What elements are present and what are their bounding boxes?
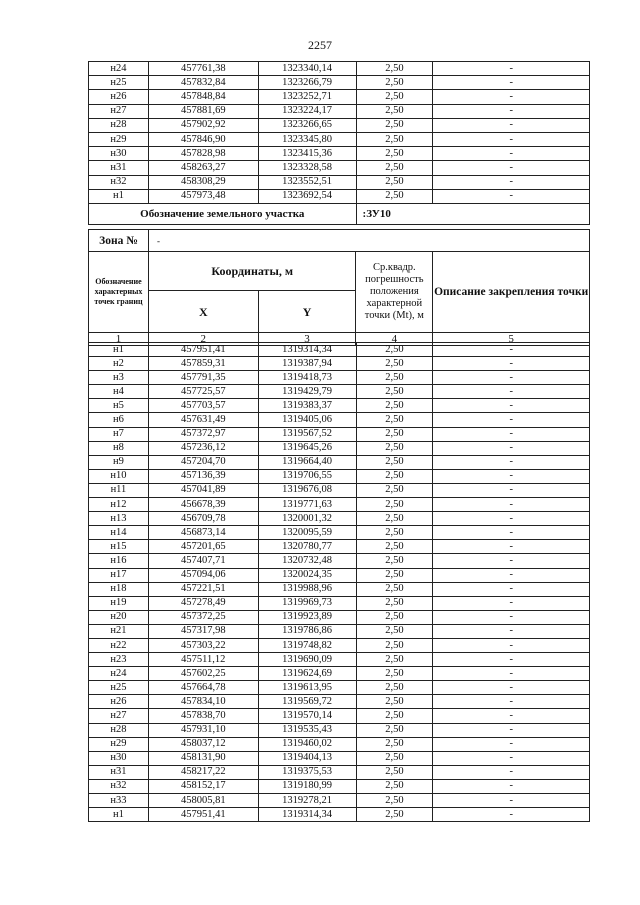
fixing-cell: - (433, 638, 590, 652)
table-row (89, 62, 590, 76)
accuracy-cell: 2,50 (356, 385, 433, 399)
accuracy-cell: 2,50 (356, 808, 433, 822)
x-cell: 457136,39 (148, 469, 258, 483)
point-name-cell: н23 (89, 653, 149, 667)
header-fixing: Описание закрепления точки (433, 252, 590, 333)
fixing-cell: - (433, 540, 590, 554)
table-row (89, 399, 590, 413)
table-row (89, 175, 590, 189)
table-row (89, 483, 590, 497)
table-row (89, 765, 590, 779)
y-cell: 1323415,36 (258, 147, 356, 161)
y-cell: 1320001,32 (258, 512, 356, 526)
col-number: 2 (148, 333, 258, 346)
x-cell: 457511,12 (148, 653, 258, 667)
table-row (89, 371, 590, 385)
x-cell: 458308,29 (148, 175, 258, 189)
y-cell: 1319314,34 (258, 808, 356, 822)
fixing-cell: - (433, 357, 590, 371)
fixing-cell: - (433, 175, 590, 189)
y-cell: 1319387,94 (258, 357, 356, 371)
x-cell: 457832,84 (148, 76, 258, 90)
fixing-cell: - (433, 568, 590, 582)
x-cell: 457631,49 (148, 413, 258, 427)
table-row (89, 751, 590, 765)
y-cell: 1319405,06 (258, 413, 356, 427)
y-cell: 1319624,69 (258, 667, 356, 681)
y-cell: 1319786,86 (258, 624, 356, 638)
y-cell: 1319180,99 (258, 779, 356, 793)
x-cell: 457703,57 (148, 399, 258, 413)
table-row (89, 582, 590, 596)
fixing-cell: - (433, 695, 590, 709)
point-name-cell: н32 (89, 175, 149, 189)
fixing-cell: - (433, 427, 590, 441)
table-row (89, 526, 590, 540)
point-name-cell: н27 (89, 709, 149, 723)
point-name-cell: н27 (89, 104, 149, 118)
y-cell: 1319314,34 (258, 343, 356, 357)
point-name-cell: н2 (89, 357, 149, 371)
x-cell: 457848,84 (148, 90, 258, 104)
x-cell: 456678,39 (148, 498, 258, 512)
fixing-cell: - (433, 808, 590, 822)
zone-label: Зона № (89, 230, 149, 252)
point-name-cell: н24 (89, 667, 149, 681)
x-cell: 457372,97 (148, 427, 258, 441)
fixing-cell: - (433, 76, 590, 90)
fixing-cell: - (433, 371, 590, 385)
table-row (89, 189, 590, 203)
table-row (89, 498, 590, 512)
y-cell: 1320732,48 (258, 554, 356, 568)
y-cell: 1320024,35 (258, 568, 356, 582)
accuracy-cell: 2,50 (356, 681, 433, 695)
fixing-cell: - (433, 343, 590, 357)
table-row (89, 638, 590, 652)
y-cell: 1323345,80 (258, 132, 356, 146)
y-cell: 1319988,96 (258, 582, 356, 596)
y-cell: 1319375,53 (258, 765, 356, 779)
point-name-cell: н16 (89, 554, 149, 568)
x-cell: 458152,17 (148, 779, 258, 793)
y-cell: 1323692,54 (258, 189, 356, 203)
fixing-cell: - (433, 413, 590, 427)
x-cell: 457602,25 (148, 667, 258, 681)
point-name-cell: н24 (89, 62, 149, 76)
accuracy-cell: 2,50 (356, 62, 433, 76)
x-cell: 457902,92 (148, 118, 258, 132)
table-row (89, 104, 590, 118)
x-cell: 457846,90 (148, 132, 258, 146)
accuracy-cell: 2,50 (356, 737, 433, 751)
parcel-label: Обозначение земельного участка (89, 203, 357, 224)
accuracy-cell: 2,50 (356, 175, 433, 189)
table-row (89, 737, 590, 751)
point-name-cell: н6 (89, 413, 149, 427)
y-cell: 1319923,89 (258, 610, 356, 624)
header-accuracy: Ср.квадр. погрешность положения характерной точки (Mt), м (356, 252, 433, 333)
table-row (89, 540, 590, 554)
accuracy-cell: 2,50 (356, 118, 433, 132)
fixing-cell: - (433, 667, 590, 681)
zone-value: - (148, 230, 589, 252)
accuracy-cell: 2,50 (356, 343, 433, 357)
table-row (89, 132, 590, 146)
x-cell: 457834,10 (148, 695, 258, 709)
fixing-cell: - (433, 526, 590, 540)
point-name-cell: н5 (89, 399, 149, 413)
accuracy-cell: 2,50 (356, 427, 433, 441)
fixing-cell: - (433, 610, 590, 624)
zone-row (89, 230, 590, 252)
accuracy-cell: 2,50 (356, 765, 433, 779)
fixing-cell: - (433, 681, 590, 695)
y-cell: 1319664,40 (258, 455, 356, 469)
accuracy-cell: 2,50 (356, 596, 433, 610)
table-row (89, 469, 590, 483)
x-cell: 457278,49 (148, 596, 258, 610)
fixing-cell: - (433, 596, 590, 610)
y-cell: 1323266,79 (258, 76, 356, 90)
point-name-cell: н29 (89, 737, 149, 751)
table-row (89, 596, 590, 610)
point-name-cell: н28 (89, 118, 149, 132)
table-row (89, 343, 590, 357)
x-cell: 457201,65 (148, 540, 258, 554)
point-name-cell: н18 (89, 582, 149, 596)
point-name-cell: н32 (89, 779, 149, 793)
fixing-cell: - (433, 469, 590, 483)
point-name-cell: н15 (89, 540, 149, 554)
accuracy-cell: 2,50 (356, 498, 433, 512)
table-row (89, 681, 590, 695)
table-row (89, 808, 590, 822)
fixing-cell: - (433, 723, 590, 737)
page-number: 2257 (308, 38, 332, 52)
x-cell: 457931,10 (148, 723, 258, 737)
table-row (89, 455, 590, 469)
point-name-cell: н17 (89, 568, 149, 582)
table-row (89, 794, 590, 808)
x-cell: 457828,98 (148, 147, 258, 161)
fixing-cell: - (433, 653, 590, 667)
fixing-cell: - (433, 483, 590, 497)
fixing-cell: - (433, 441, 590, 455)
y-cell: 1319418,73 (258, 371, 356, 385)
accuracy-cell: 2,50 (356, 512, 433, 526)
accuracy-cell: 2,50 (356, 610, 433, 624)
accuracy-cell: 2,50 (356, 413, 433, 427)
parcel-row (89, 203, 590, 224)
point-name-cell: н26 (89, 695, 149, 709)
col-number: 3 (258, 333, 356, 346)
accuracy-cell: 2,50 (356, 554, 433, 568)
fixing-cell: - (433, 62, 590, 76)
table-row (89, 76, 590, 90)
y-cell: 1323266,65 (258, 118, 356, 132)
table-row (89, 118, 590, 132)
y-cell: 1319613,95 (258, 681, 356, 695)
y-cell: 1319645,26 (258, 441, 356, 455)
accuracy-cell: 2,50 (356, 695, 433, 709)
accuracy-cell: 2,50 (356, 441, 433, 455)
header-y: Y (258, 291, 356, 333)
fixing-cell: - (433, 118, 590, 132)
accuracy-cell: 2,50 (356, 653, 433, 667)
table-row (89, 653, 590, 667)
fixing-cell: - (433, 455, 590, 469)
point-name-cell: н20 (89, 610, 149, 624)
x-cell: 457407,71 (148, 554, 258, 568)
fixing-cell: - (433, 624, 590, 638)
x-cell: 457859,31 (148, 357, 258, 371)
accuracy-cell: 2,50 (356, 638, 433, 652)
y-cell: 1323252,71 (258, 90, 356, 104)
table-row (89, 554, 590, 568)
y-cell: 1319278,21 (258, 794, 356, 808)
point-name-cell: н4 (89, 385, 149, 399)
x-cell: 458217,22 (148, 765, 258, 779)
point-name-cell: н9 (89, 455, 149, 469)
table-row (89, 695, 590, 709)
fixing-cell: - (433, 751, 590, 765)
table-row (89, 90, 590, 104)
point-name-cell: н25 (89, 76, 149, 90)
table-row (89, 624, 590, 638)
accuracy-cell: 2,50 (356, 189, 433, 203)
y-cell: 1319676,08 (258, 483, 356, 497)
x-cell: 457881,69 (148, 104, 258, 118)
x-cell: 457372,25 (148, 610, 258, 624)
fixing-cell: - (433, 498, 590, 512)
point-name-cell: н8 (89, 441, 149, 455)
col-number: 1 (89, 333, 149, 346)
table-row (89, 427, 590, 441)
point-name-cell: н30 (89, 751, 149, 765)
table-row (89, 512, 590, 526)
accuracy-cell: 2,50 (356, 357, 433, 371)
y-cell: 1319748,82 (258, 638, 356, 652)
fixing-cell: - (433, 385, 590, 399)
fixing-cell: - (433, 147, 590, 161)
y-cell: 1319969,73 (258, 596, 356, 610)
accuracy-cell: 2,50 (356, 76, 433, 90)
x-cell: 457838,70 (148, 709, 258, 723)
fixing-cell: - (433, 582, 590, 596)
accuracy-cell: 2,50 (356, 582, 433, 596)
x-cell: 456873,14 (148, 526, 258, 540)
parcel-value: :ЗУ10 (356, 203, 589, 224)
fixing-cell: - (433, 399, 590, 413)
accuracy-cell: 2,50 (356, 568, 433, 582)
x-cell: 457973,48 (148, 189, 258, 203)
zone-table (88, 229, 590, 346)
accuracy-cell: 2,50 (356, 624, 433, 638)
point-name-cell: н31 (89, 161, 149, 175)
point-name-cell: н31 (89, 765, 149, 779)
y-cell: 1319771,63 (258, 498, 356, 512)
x-cell: 457041,89 (148, 483, 258, 497)
y-cell: 1319706,55 (258, 469, 356, 483)
point-name-cell: н28 (89, 723, 149, 737)
y-cell: 1323224,17 (258, 104, 356, 118)
table-row (89, 161, 590, 175)
x-cell: 458037,12 (148, 737, 258, 751)
table-row (89, 709, 590, 723)
fixing-cell: - (433, 779, 590, 793)
fixing-cell: - (433, 554, 590, 568)
point-name-cell: н10 (89, 469, 149, 483)
accuracy-cell: 2,50 (356, 794, 433, 808)
x-cell: 457725,57 (148, 385, 258, 399)
accuracy-cell: 2,50 (356, 751, 433, 765)
y-cell: 1319690,09 (258, 653, 356, 667)
point-name-cell: н7 (89, 427, 149, 441)
fixing-cell: - (433, 794, 590, 808)
table-row (89, 441, 590, 455)
point-name-cell: н1 (89, 343, 149, 357)
fixing-cell: - (433, 104, 590, 118)
accuracy-cell: 2,50 (356, 147, 433, 161)
y-cell: 1320780,77 (258, 540, 356, 554)
table-row (89, 413, 590, 427)
table-row (89, 568, 590, 582)
y-cell: 1319569,72 (258, 695, 356, 709)
accuracy-cell: 2,50 (356, 526, 433, 540)
point-name-cell: н22 (89, 638, 149, 652)
accuracy-cell: 2,50 (356, 132, 433, 146)
accuracy-cell: 2,50 (356, 371, 433, 385)
table-row (89, 357, 590, 371)
y-cell: 1319567,52 (258, 427, 356, 441)
point-name-cell: н1 (89, 808, 149, 822)
x-cell: 457303,22 (148, 638, 258, 652)
y-cell: 1319460,02 (258, 737, 356, 751)
point-name-cell: н26 (89, 90, 149, 104)
point-name-cell: н3 (89, 371, 149, 385)
accuracy-cell: 2,50 (356, 540, 433, 554)
point-name-cell: н14 (89, 526, 149, 540)
y-cell: 1319570,14 (258, 709, 356, 723)
accuracy-cell: 2,50 (356, 709, 433, 723)
x-cell: 457317,98 (148, 624, 258, 638)
point-name-cell: н11 (89, 483, 149, 497)
table-row (89, 147, 590, 161)
x-cell: 457951,41 (148, 808, 258, 822)
fixing-cell: - (433, 90, 590, 104)
x-cell: 457951,41 (148, 343, 258, 357)
fixing-cell: - (433, 189, 590, 203)
x-cell: 457791,35 (148, 371, 258, 385)
accuracy-cell: 2,50 (356, 779, 433, 793)
top-coordinates-table (88, 61, 590, 225)
x-cell: 457236,12 (148, 441, 258, 455)
point-name-cell: н30 (89, 147, 149, 161)
fixing-cell: - (433, 161, 590, 175)
header-coords: Координаты, м (148, 252, 355, 291)
x-cell: 457761,38 (148, 62, 258, 76)
fixing-cell: - (433, 132, 590, 146)
table-row (89, 779, 590, 793)
x-cell: 458263,27 (148, 161, 258, 175)
main-coordinates-table (88, 342, 590, 822)
x-cell: 456709,78 (148, 512, 258, 526)
point-name-cell: н1 (89, 189, 149, 203)
fixing-cell: - (433, 709, 590, 723)
y-cell: 1323328,58 (258, 161, 356, 175)
accuracy-cell: 2,50 (356, 483, 433, 497)
x-cell: 458005,81 (148, 794, 258, 808)
x-cell: 457221,51 (148, 582, 258, 596)
point-name-cell: н29 (89, 132, 149, 146)
col-number: 5 (433, 333, 590, 346)
accuracy-cell: 2,50 (356, 667, 433, 681)
accuracy-cell: 2,50 (356, 161, 433, 175)
point-name-cell: н33 (89, 794, 149, 808)
y-cell: 1323552,51 (258, 175, 356, 189)
y-cell: 1320095,59 (258, 526, 356, 540)
y-cell: 1323340,14 (258, 62, 356, 76)
accuracy-cell: 2,50 (356, 455, 433, 469)
accuracy-cell: 2,50 (356, 90, 433, 104)
y-cell: 1319383,37 (258, 399, 356, 413)
accuracy-cell: 2,50 (356, 104, 433, 118)
header-point: Обозначение характерных точек границ (89, 252, 149, 333)
point-name-cell: н19 (89, 596, 149, 610)
point-name-cell: н13 (89, 512, 149, 526)
table-row (89, 385, 590, 399)
header-x: X (148, 291, 258, 333)
accuracy-cell: 2,50 (356, 723, 433, 737)
point-name-cell: н21 (89, 624, 149, 638)
x-cell: 457094,06 (148, 568, 258, 582)
table-row (89, 667, 590, 681)
table-row (89, 610, 590, 624)
fixing-cell: - (433, 765, 590, 779)
accuracy-cell: 2,50 (356, 399, 433, 413)
point-name-cell: н25 (89, 681, 149, 695)
accuracy-cell: 2,50 (356, 469, 433, 483)
point-name-cell: н12 (89, 498, 149, 512)
x-cell: 458131,90 (148, 751, 258, 765)
fixing-cell: - (433, 512, 590, 526)
col-number: 4 (356, 333, 433, 346)
header-row-1 (89, 252, 590, 291)
fixing-cell: - (433, 737, 590, 751)
y-cell: 1319429,79 (258, 385, 356, 399)
x-cell: 457664,78 (148, 681, 258, 695)
x-cell: 457204,70 (148, 455, 258, 469)
y-cell: 1319535,43 (258, 723, 356, 737)
y-cell: 1319404,13 (258, 751, 356, 765)
table-row (89, 723, 590, 737)
